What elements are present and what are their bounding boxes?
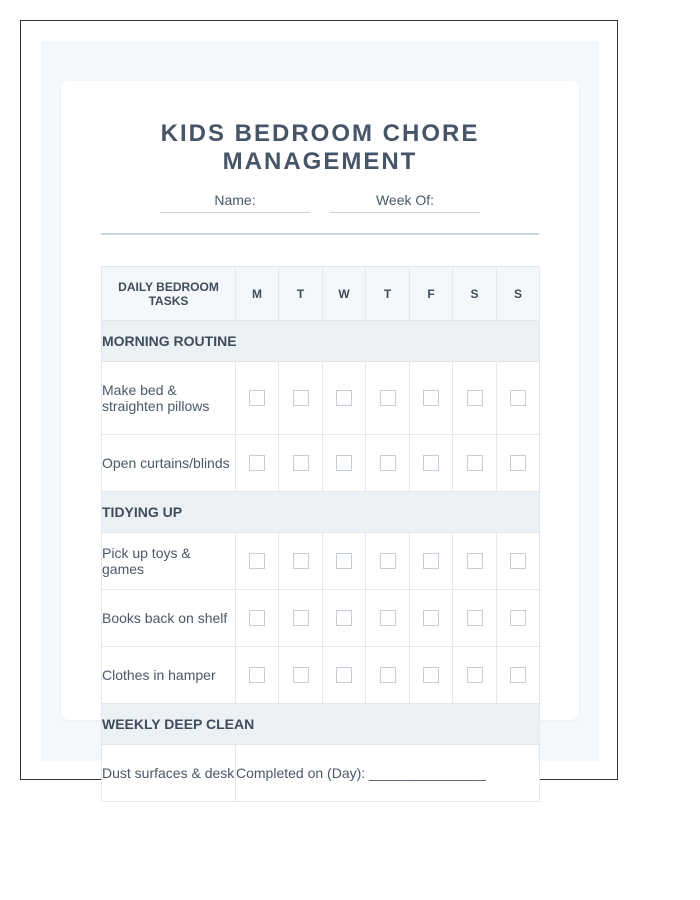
checkbox[interactable]: [249, 610, 265, 626]
checkbox[interactable]: [467, 455, 483, 471]
checkbox[interactable]: [336, 667, 352, 683]
checkbox[interactable]: [293, 667, 309, 683]
table-row: [102, 435, 540, 492]
page-title: KIDS BEDROOM CHORE MANAGEMENT: [160, 120, 480, 175]
table-row: [102, 745, 540, 802]
checkbox[interactable]: [510, 390, 526, 406]
checkbox[interactable]: [380, 390, 396, 406]
name-field[interactable]: Name:: [160, 191, 310, 213]
task-label: Pick up toys & games: [102, 533, 236, 590]
task-column-header: DAILY BEDROOM TASKS: [102, 267, 236, 321]
chore-table: [101, 266, 540, 802]
table-row: [102, 590, 540, 647]
checkbox[interactable]: [510, 455, 526, 471]
checkbox[interactable]: [510, 667, 526, 683]
section-morning-routine: MORNING ROUTINE: [102, 321, 540, 362]
section-row: [102, 321, 540, 362]
checkbox[interactable]: [336, 455, 352, 471]
header-divider: [101, 233, 539, 235]
day-header-friday: F: [410, 267, 453, 321]
completed-on-day-line[interactable]: Completed on (Day): _______________: [236, 745, 540, 802]
section-tidying-up: TIDYING UP: [102, 492, 540, 533]
checkbox[interactable]: [467, 610, 483, 626]
checkbox[interactable]: [510, 553, 526, 569]
table-row: [102, 533, 540, 590]
task-label: Books back on shelf: [102, 590, 236, 647]
task-label: Make bed & straighten pillows: [102, 362, 236, 435]
day-header-monday: M: [236, 267, 279, 321]
task-label: Dust surfaces & desk: [102, 745, 236, 802]
checkbox[interactable]: [380, 667, 396, 683]
checkbox[interactable]: [293, 455, 309, 471]
checkbox[interactable]: [423, 667, 439, 683]
checkbox[interactable]: [249, 667, 265, 683]
checkbox[interactable]: [336, 553, 352, 569]
checkbox[interactable]: [423, 553, 439, 569]
section-row: [102, 492, 540, 533]
task-label: Clothes in hamper: [102, 647, 236, 704]
checkbox[interactable]: [380, 610, 396, 626]
task-label: Open curtains/blinds: [102, 435, 236, 492]
section-row: [102, 704, 540, 745]
checkbox[interactable]: [423, 390, 439, 406]
checkbox[interactable]: [249, 455, 265, 471]
day-header-tuesday: T: [279, 267, 323, 321]
checkbox[interactable]: [423, 610, 439, 626]
checkbox[interactable]: [293, 390, 309, 406]
checkbox[interactable]: [293, 553, 309, 569]
section-weekly-deep-clean: WEEKLY DEEP CLEAN: [102, 704, 540, 745]
week-of-field[interactable]: Week Of:: [330, 191, 480, 213]
table-row: [102, 362, 540, 435]
checkbox[interactable]: [380, 553, 396, 569]
day-header-wednesday: W: [323, 267, 366, 321]
checkbox[interactable]: [423, 455, 439, 471]
table-header-row: [102, 267, 540, 321]
table-row: [102, 647, 540, 704]
checkbox[interactable]: [510, 610, 526, 626]
day-header-thursday: T: [366, 267, 410, 321]
day-header-saturday: S: [453, 267, 497, 321]
checkbox[interactable]: [467, 390, 483, 406]
checkbox[interactable]: [249, 553, 265, 569]
checkbox[interactable]: [380, 455, 396, 471]
checkbox[interactable]: [467, 553, 483, 569]
checkbox[interactable]: [293, 610, 309, 626]
checkbox[interactable]: [249, 390, 265, 406]
day-header-sunday: S: [497, 267, 540, 321]
checkbox[interactable]: [336, 610, 352, 626]
checkbox[interactable]: [467, 667, 483, 683]
checkbox[interactable]: [336, 390, 352, 406]
